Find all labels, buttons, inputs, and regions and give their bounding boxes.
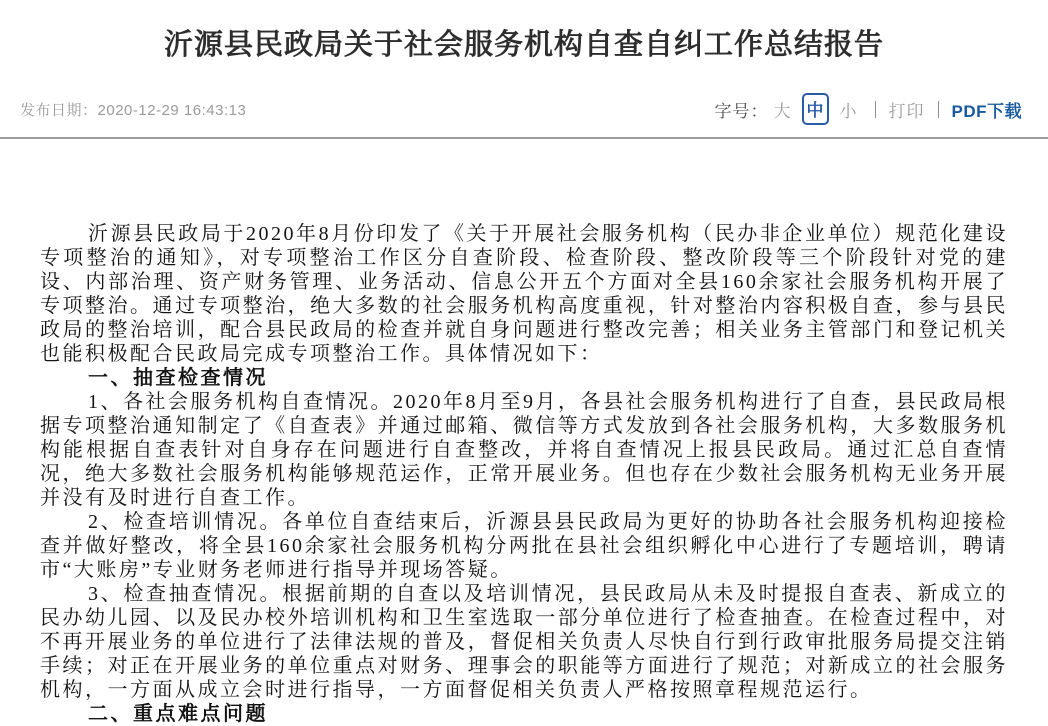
section-heading: 二、重点难点问题	[88, 703, 268, 725]
header-divider	[0, 137, 1048, 139]
font-size-medium-button[interactable]: 中	[802, 93, 829, 125]
divider	[938, 101, 939, 118]
divider	[875, 101, 876, 118]
publish-date-value: 2020-12-29 16:43:13	[97, 101, 247, 119]
font-size-label: 字号：	[714, 101, 769, 121]
section-heading: 一、抽查检查情况	[88, 367, 268, 389]
toolbar	[715, 93, 1023, 125]
article-body	[0, 222, 1048, 726]
font-size-small-button[interactable]: 小	[839, 101, 857, 121]
font-size-large-button[interactable]: 大	[773, 101, 791, 121]
paragraph: 沂源县民政局于2020年8月份印发了《关于开展社会服务机构（民办非企业单位）规范化建设专项整治的通知》，对专项整治工作区分自查阶段、检查阶段、整改阶段等三个阶段针对党的建设、内部治理、资产财务管理、业务活动、信息公开五个方面对全县160余家社会服务机构开展了专项整治。通过专项整治，绝大多数的社会服务机构高度重视，针对整治内容积极自查，参与县民政局的整治培训，配合县民政局的检查并就自身问题进行整改完善；相关业务主管部门和登记机关也能积极配合民政局完成专项整治工作。具体情况如下：	[40, 223, 1008, 365]
paragraph: 1、各社会服务机构自查情况。2020年8月至9月，各县社会服务机构进行了自查，县民政局根据专项整治通知制定了《自查表》并通过邮箱、微信等方式发放到各社会服务机构，大多数服务机构能根据自查表针对自身存在问题进行自查整改，并将自查情况上报县民政局。通过汇总自查情况，绝大多数社会服务机构能够规范运作，正常开展业务。但也存在少数社会服务机构无业务开展并没有及时进行自查工作。	[40, 391, 1008, 509]
publish-date-label: 发布日期：	[20, 101, 98, 119]
publish-date	[20, 99, 246, 120]
pdf-download-button[interactable]: PDF下载	[951, 101, 1022, 121]
print-button[interactable]: 打印	[888, 101, 925, 121]
paragraph: 2、检查培训情况。各单位自查结束后，沂源县县民政局为更好的协助各社会服务机构迎接检查并做好整改，将全县160余家社会服务机构分两批在县社会组织孵化中心进行了专题培训，聘请市“大账房”专业财务老师进行指导并现场答疑。	[40, 511, 1008, 581]
paragraph: 3、检查抽查情况。根据前期的自查以及培训情况，县民政局从未及时提报自查表、新成立的民办幼儿园、以及民办校外培训机构和卫生室选取一部分单位进行了检查抽查。在检查过程中，对不再开展业务的单位进行了法律法规的普及，督促相关负责人尽快自行到行政审批服务局提交注销手续；对正在开展业务的单位重点对财务、理事会的职能等方面进行了规范；对新成立的社会服务机构，一方面从成立会时进行指导，一方面督促相关负责人严格按照章程规范运行。	[40, 583, 1008, 701]
page-title: 沂源县民政局关于社会服务机构自查自纠工作总结报告	[163, 29, 884, 61]
meta-row	[0, 94, 1048, 124]
